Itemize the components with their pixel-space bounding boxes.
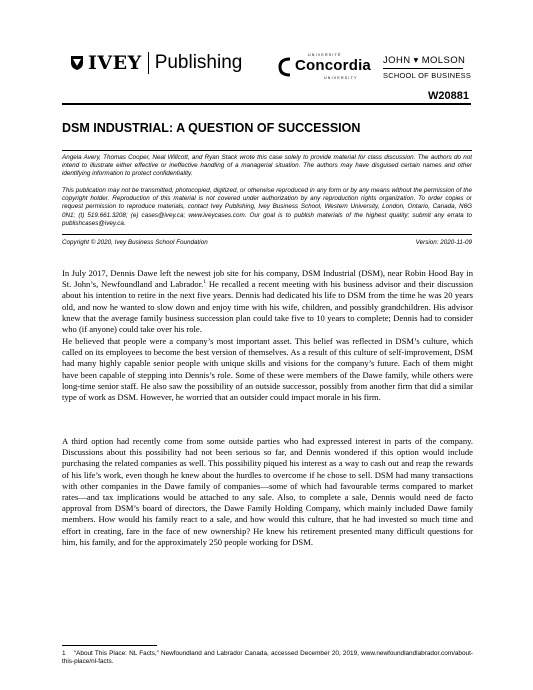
jmsb-name: JOHN ▾ MOLSON xyxy=(383,55,463,69)
copyright-line xyxy=(62,239,472,246)
case-title: DSM INDUSTRIAL: A QUESTION OF SUCCESSION xyxy=(62,121,361,135)
paragraph-3 xyxy=(62,436,473,548)
ivey-wordmark: IVEY xyxy=(88,52,142,74)
ivey-publishing-logo xyxy=(70,52,242,74)
authors-note-text: Angela Avery, Thomas Cooper, Neal Willcott, and Ryan Stack wrote this case solely to provide material for class discussion. The authors do not intend to illustrate either effective or ineffective handling of a managerial situation. The authors may have disguised certain names and other identifying information to protect confidentiality. xyxy=(62,154,472,178)
footnote-text: “About This Place: NL Facts,” Newfoundland and Labrador Canada, accessed December 20, 2019, www.newfoundlandlabrador.com/about-this-place/nl-facts. xyxy=(62,650,473,666)
concordia-logo xyxy=(278,53,378,81)
permission-note xyxy=(62,187,472,228)
concordia-universite-text: UNIVERSITÉ xyxy=(308,53,342,57)
ivey-crest-icon xyxy=(70,55,84,71)
paragraph-1 xyxy=(62,268,473,335)
version-text: Version: 2020-11-09 xyxy=(415,239,472,246)
footnote-rule xyxy=(62,645,157,646)
case-number: W20881 xyxy=(428,90,469,102)
authors-note xyxy=(62,154,472,179)
paragraph-2 xyxy=(62,336,473,403)
paragraph-3-text: A third option had recently come from some outside parties who had expressed interest in parts of the company. Discussions about this possibility had not been serious so far, and Dennis wondered if this option would include purchasing the related companies as well. This possibility piqued his interest as a way to cash out and reap the rewards of his life’s work, even though he knew about the hurdles to overcome if he chose to sell. DSM had many transactions with other companies in the Dawe family of companies—some of which had favourable terms compared to market rates—and tax implications would be attached to any sale. Also, to complete a sale, Dennis would need de facto approval from DSM’s board of directors, the Dawe Family Holding Company, which mainly included Dawe family members. How would his family react to a sale, and how would this culture, that he had invested so much time and effort in creating, fare in the face of new ownership? He knew his retirement presented many difficult questions for him, his family, and for the approximately 250 people working for DSM. xyxy=(62,436,473,547)
concordia-wordmark: Concordia xyxy=(295,57,371,74)
permission-note-text: This publication may not be transmitted, photocopied, digitized, or otherwise reproduced in any form or by any means without the permission of the copyright holder. Reproduction of this material is not covered under authorization by any reproduction rights organization. To order copies or request permission to reproduce materials, contact Ivey Publishing, Ivey Business School, Western University, London, Ontario, Canada, N6G 0N1; (t) 519.661.3208; (e) cases@ivey.ca; www.iveycases.com. Our goal is to publish materials of the highest quality; submit any errata to publishcases@ivey.ca. xyxy=(62,187,472,227)
paragraph-2-text: He believed that people were a company’s most important asset. This belief was reflected in DSM’s culture, which called on its employees to become the best version of themselves. As a result of this culture of self-improvement, DSM had many highly capable senior people with unique skills and visions for the company’s future. Each of them might have been capable of stepping into Dennis’s role. Some of these were members of the Dawe family, while others were long-time senior staff. He also saw the possibility of an outside successor, possibly from another firm that did a similar type of work as DSM. However, he worried that an outsider could impact morale in his firm. xyxy=(62,336,473,403)
logo-divider xyxy=(148,52,149,74)
footnote-number: 1 xyxy=(62,650,66,657)
header-rule xyxy=(62,103,471,105)
jmsb-logo xyxy=(383,55,472,80)
footnote-1 xyxy=(62,650,473,667)
footnote-ref-1: 1 xyxy=(203,279,207,286)
meta-top-rule xyxy=(62,150,472,151)
publishing-wordmark: Publishing xyxy=(154,52,243,73)
concordia-university-text: UNIVERSITY xyxy=(324,76,358,80)
paragraph-1-end: He recalled a recent meeting with his business advisor and their discussion about his intention to retire in the next five years. Dennis had dedicated his life to DSM from the time he was 20 years old, and now he wanted to slow down and enjoy time with his wife, children, and possibly grandchildren. His advisor knew that the average family business succession plan could take five to 10 years to complete; Dennis had to consider who (if anyone) could take over his role. xyxy=(62,279,474,335)
copyright-text: Copyright © 2020, Ivey Business School Foundation xyxy=(62,239,208,246)
meta-bottom-rule xyxy=(62,234,472,235)
jmsb-school: SCHOOL OF BUSINESS xyxy=(383,71,472,80)
concordia-mark-icon xyxy=(278,57,292,77)
header-logos xyxy=(70,50,470,82)
paragraph-1-start: In July 2017, Dennis Dawe left the newest job site for his company, DSM Industrial (DSM), near Robin Hood Bay in St. John’s, Newfoundland and Labrador. xyxy=(62,268,473,290)
